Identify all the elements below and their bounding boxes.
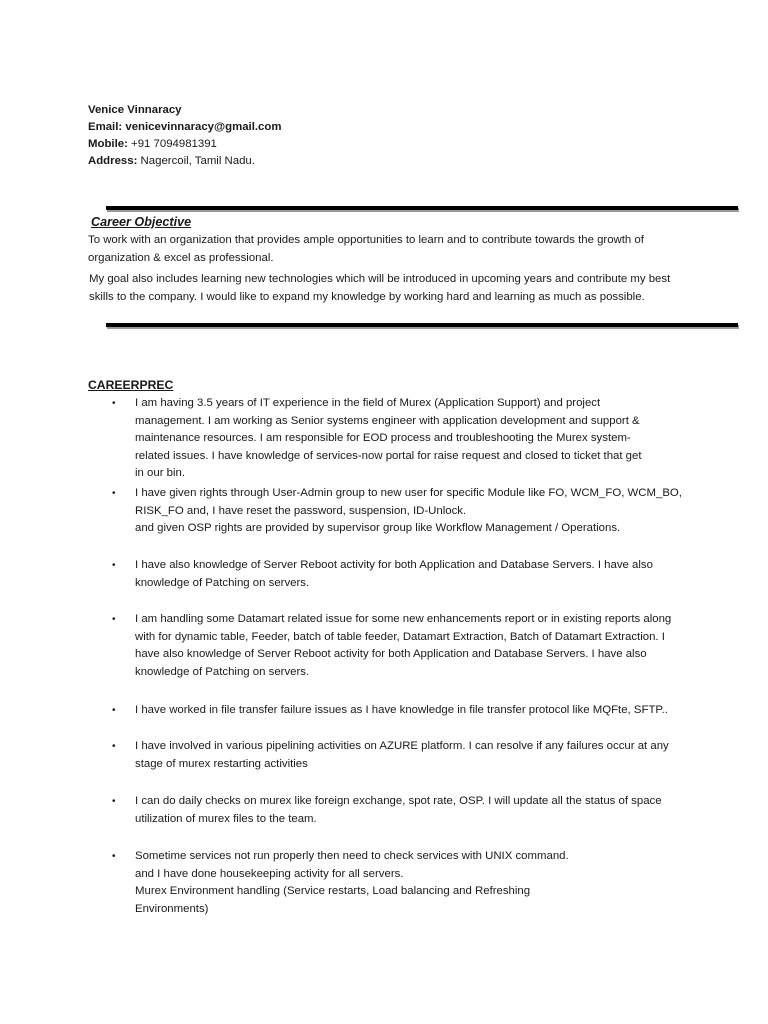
career-objective-paragraph-2: My goal also includes learning new technologies which will be introduced in upcoming years and contribute my best skills to the company. I would like to expand my knowledge by working hard and learning as much as possible. (89, 273, 671, 303)
list-item-text-part-2: and I have done housekeeping activity for all servers. (135, 867, 404, 880)
mobile-label: Mobile: (88, 138, 128, 150)
list-item-text (135, 848, 575, 918)
bullet-glyph: • (112, 488, 116, 499)
careerprec-heading: CAREERPREC (88, 378, 174, 392)
bullet-glyph: • (112, 851, 116, 862)
list-item-text: I can do daily checks on murex like foreign exchange, spot rate, OSP. I will update all the status of space utilization of murex files to the team. (135, 795, 662, 825)
email-line (88, 119, 688, 136)
address-value: Nagercoil, Tamil Nadu. (140, 155, 255, 167)
address-line (88, 153, 688, 170)
career-objective-paragraph-1: To work with an organization that provides ample opportunities to learn and to contribute towards the growth of organization & excel as professional. (88, 234, 644, 264)
contact-block (88, 102, 688, 170)
bullet-glyph: • (112, 614, 116, 625)
mobile-line (88, 136, 688, 153)
list-item-text-part-3: Murex Environment handling (Service restarts, Load balancing and Refreshing Environments) (135, 885, 531, 915)
bullet-glyph: • (112, 398, 116, 409)
list-item-text-part-2: and given OSP rights are provided by supervisor group like Workflow Management / Operations. (135, 522, 621, 534)
email-value: venicevinnaracy@gmail.com (125, 121, 282, 133)
list-item-text: I am handling some Datamart related issue for some new enhancements report or in existing reports along with for dynamic table, Feeder, batch of table feeder, Datamart Extraction, Batch of Datamart Extraction. I have also knowledge of Server Reboot activity for both Application and Database Servers. I have also knowledge of Patching on servers. (135, 613, 672, 678)
list-item-text-part-1: I have given rights through User-Admin group to new user for specific Module like FO, WCM_FO, WCM_BO, RISK_FO and, I have reset the password, suspension, ID-Unlock. (135, 487, 682, 517)
list-item-text: I have involved in various pipelining activities on AZURE platform. I can resolve if any failures occur at any stage of murex restarting activities (135, 740, 669, 770)
candidate-name: Venice Vinnaracy (88, 104, 182, 116)
section-divider-bottom (106, 323, 738, 327)
bullet-glyph: • (112, 741, 116, 752)
list-item-text: I have also knowledge of Server Reboot activity for both Application and Database Servers. I have also knowledge of Patching on servers. (135, 559, 653, 589)
list-item-text: I am having 3.5 years of IT experience in the field of Murex (Application Support) and project management. I am working as Senior systems engineer with application development and support & maintenance resources. I am responsible for EOD process and troubleshooting the Murex system-related issues. I have knowledge of services-now portal for raise request and closed to ticket that get in our bin. (135, 397, 642, 479)
address-label: Address: (88, 155, 138, 167)
bullet-glyph: • (112, 796, 116, 807)
list-item-text (135, 485, 695, 538)
bullet-glyph: • (112, 560, 116, 571)
list-item-text-part-1: Sometime services not run properly then need to check services with UNIX command. (135, 850, 569, 862)
bullet-glyph: • (112, 705, 116, 716)
list-item-text: I have worked in file transfer failure issues as I have knowledge in file transfer protocol like MQFte, SFTP.. (135, 704, 668, 716)
section-divider-top (106, 206, 738, 210)
mobile-value: +91 7094981391 (131, 138, 217, 150)
career-objective-heading: Career Objective (91, 215, 192, 229)
email-label: Email: (88, 121, 123, 133)
